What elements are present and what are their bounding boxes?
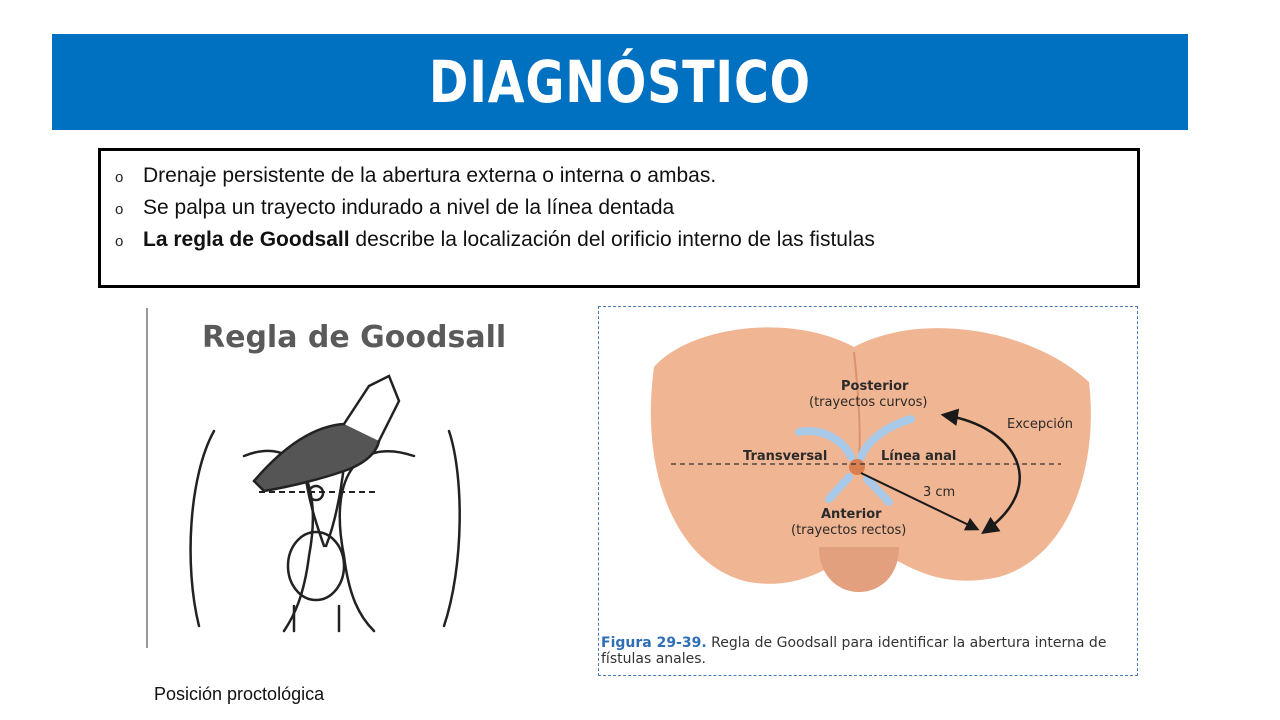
figure-caption	[601, 635, 1135, 667]
bullet-box	[98, 148, 1140, 288]
list-item	[115, 225, 1137, 257]
bullet-bold-text: La regla de Goodsall	[143, 228, 350, 251]
title-bar	[52, 34, 1188, 130]
bullet-marker: o	[115, 233, 124, 250]
bullet-marker: o	[115, 201, 124, 218]
label-anterior-sub: (trayectos rectos)	[791, 523, 907, 538]
label-exception: Excepción	[1007, 417, 1074, 432]
bullet-list	[101, 151, 1137, 257]
bullet-text: describe la localización del orificio interno de las fistulas	[349, 228, 875, 251]
label-posterior: Posterior	[841, 379, 909, 394]
label-anterior: Anterior	[821, 507, 882, 522]
label-anal-line: Línea anal	[881, 449, 957, 464]
anatomy-figure	[598, 306, 1138, 676]
label-distance: 3 cm	[923, 485, 956, 500]
bullet-marker: o	[115, 169, 124, 186]
left-figure-caption: Posición proctológica	[154, 684, 325, 704]
list-item	[115, 193, 1137, 225]
figure-number: Figura 29-39.	[601, 635, 707, 651]
bullet-text: Se palpa un trayecto indurado a nivel de la línea dentada	[143, 196, 675, 219]
goodsall-drawing	[144, 306, 544, 651]
bullet-text: Drenaje persistente de la abertura externa o interna o ambas.	[143, 164, 717, 187]
buttocks-hand-drawing-icon	[144, 306, 544, 651]
label-posterior-sub: (trayectos curvos)	[809, 395, 928, 410]
list-item	[115, 161, 1137, 193]
anal-region-diagram-icon	[599, 307, 1137, 632]
image-edge	[146, 308, 148, 648]
drawing-title: Regla de Goodsall	[202, 320, 507, 355]
slide-title: DIAGNÓSTICO	[428, 48, 811, 116]
figure-caption-text: Regla de Goodsall para identificar la abertura interna de fístulas anales.	[601, 635, 1107, 667]
label-transversal: Transversal	[743, 449, 828, 464]
